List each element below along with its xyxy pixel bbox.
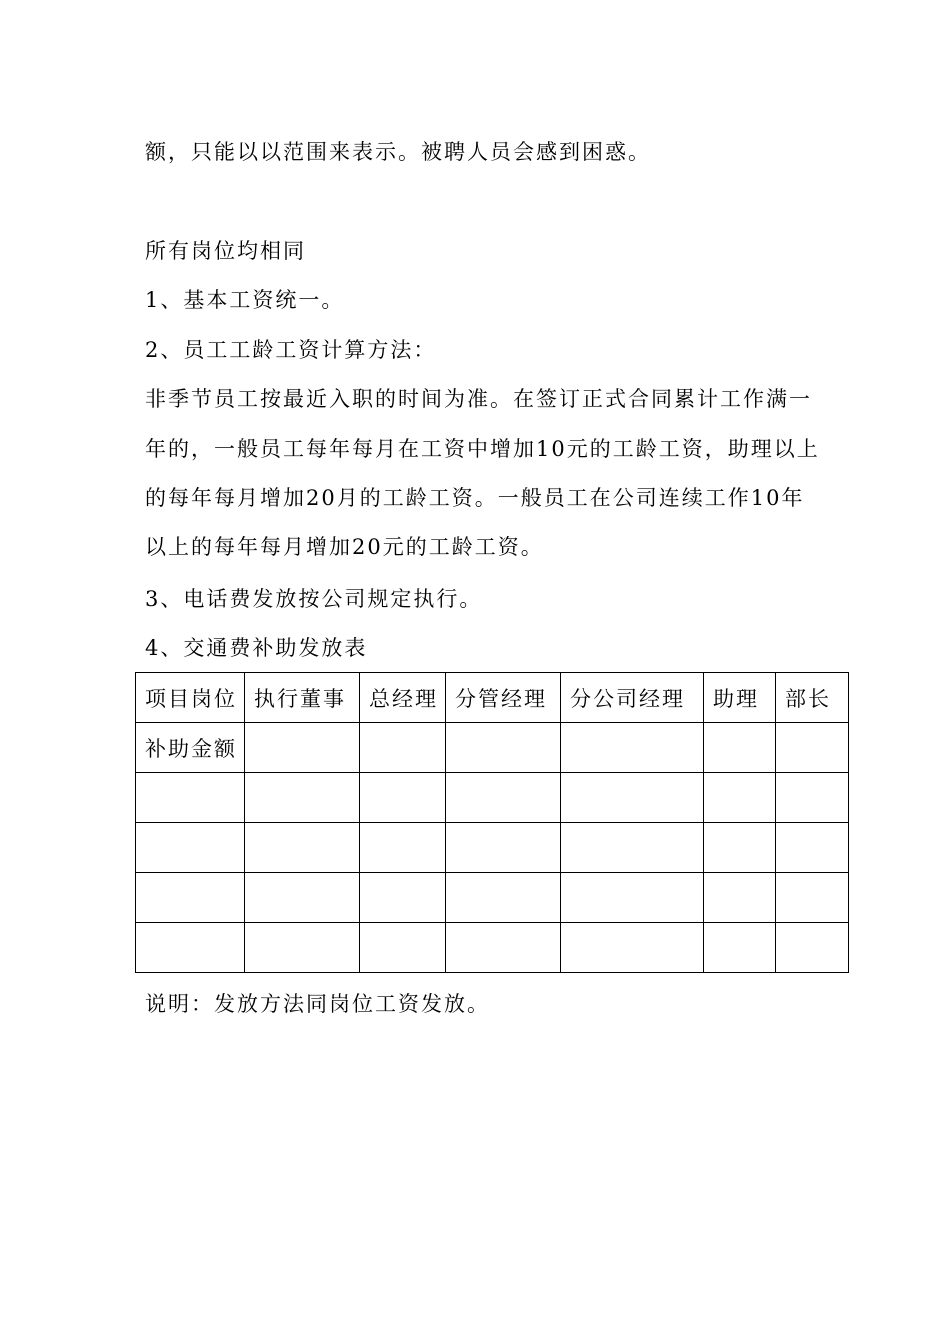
item-transport-table-title: 4、交通费补助发放表 (145, 636, 368, 660)
table-cell (704, 823, 776, 873)
section-heading: 所有岗位均相同 (145, 239, 306, 263)
table-cell (776, 923, 849, 973)
table-cell (360, 773, 446, 823)
table-cell (704, 723, 776, 773)
table-cell (776, 823, 849, 873)
table-cell (360, 873, 446, 923)
table-row (136, 823, 849, 873)
table-cell: 补助金额 (136, 723, 245, 773)
table-cell (446, 873, 561, 923)
table-row (136, 773, 849, 823)
transport-allowance-table (135, 672, 849, 973)
table-cell (360, 923, 446, 973)
table-cell (446, 723, 561, 773)
table-cell (360, 723, 446, 773)
table-cell (561, 823, 704, 873)
table-cell (776, 873, 849, 923)
header-cell: 分管经理 (446, 673, 561, 723)
seniority-rule-line-3: 的每年每月增加20月的工龄工资。一般员工在公司连续工作10年 (145, 486, 805, 510)
table-cell (704, 873, 776, 923)
table-cell (245, 873, 360, 923)
table-cell (360, 823, 446, 873)
table-cell (446, 923, 561, 973)
table-cell (136, 873, 245, 923)
table-cell (136, 923, 245, 973)
table-cell (561, 723, 704, 773)
seniority-rule-line-2: 年的，一般员工每年每月在工资中增加10元的工龄工资，助理以上 (145, 437, 820, 461)
table-note: 说明：发放方法同岗位工资发放。 (145, 992, 490, 1016)
header-cell: 分公司经理 (561, 673, 704, 723)
table-cell (561, 923, 704, 973)
seniority-rule-line-1: 非季节员工按最近入职的时间为准。在签订正式合同累计工作满一 (145, 387, 812, 411)
table-cell (245, 723, 360, 773)
table-row (136, 723, 849, 773)
seniority-rule-line-4: 以上的每年每月增加20元的工龄工资。 (145, 535, 544, 559)
table-cell (561, 773, 704, 823)
table-row (136, 923, 849, 973)
header-cell: 总经理 (360, 673, 446, 723)
table-row (136, 873, 849, 923)
item-base-salary: 1、基本工资统一。 (145, 288, 345, 312)
item-seniority-pay: 2、员工工龄工资计算方法： (145, 338, 437, 362)
table-header-row (136, 673, 849, 723)
table-cell (446, 773, 561, 823)
paragraph-continuation: 额，只能以以范围来表示。被聘人员会感到困惑。 (145, 140, 651, 164)
header-cell: 执行董事 (245, 673, 360, 723)
table-cell (136, 823, 245, 873)
item-phone-allowance: 3、电话费发放按公司规定执行。 (145, 587, 483, 611)
table-cell (561, 873, 704, 923)
header-cell: 助理 (704, 673, 776, 723)
table-cell (245, 923, 360, 973)
table-cell (245, 773, 360, 823)
header-cell: 项目岗位 (136, 673, 245, 723)
table-cell (704, 773, 776, 823)
table-cell (776, 773, 849, 823)
table-cell (776, 723, 849, 773)
header-cell: 部长 (776, 673, 849, 723)
table-cell (136, 773, 245, 823)
table-cell (245, 823, 360, 873)
table-cell (704, 923, 776, 973)
table-cell (446, 823, 561, 873)
